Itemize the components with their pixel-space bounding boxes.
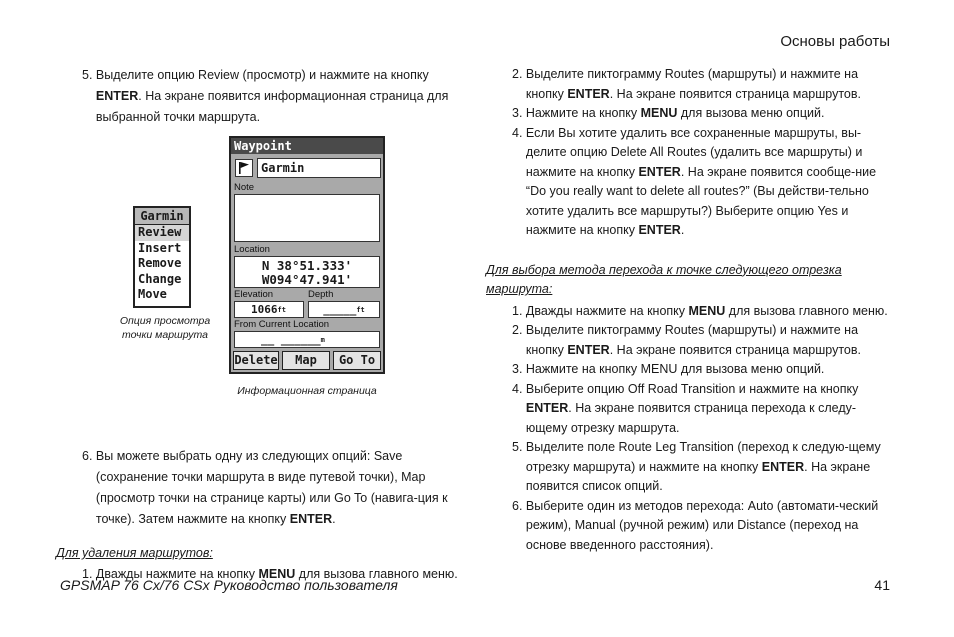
waypoint-screen (229, 136, 385, 374)
distance-label: From Current Location (234, 319, 330, 330)
page-number: 41 (874, 577, 890, 593)
left-column (56, 65, 462, 584)
figure-area (82, 134, 462, 426)
depth-unit: ft (356, 306, 365, 314)
transition-step-5 (512, 438, 894, 497)
menu-caption: Опция просмотра точки маршрута (119, 315, 211, 341)
step-text: Дважды нажмите на кнопку MENU для вызова главного меню. (95, 567, 458, 581)
longitude-value: W094°47.941' (261, 272, 353, 287)
elevation-unit: ft (277, 306, 286, 314)
step-text: Если Вы хотите удалить все сохраненные маршруты, вы-делите опцию Delete All Routes (удалить все маршруты) и нажмите на кнопку ENTER. На экране появится сообще-ние “Do you really want to delete all routes?” (Вы действи-тельно хотите удалить все маршруты?) Выберите опцию Yes и нажмите на кнопку ENTER. (525, 125, 877, 237)
waypoint-name-field[interactable]: Garmin (257, 158, 381, 178)
latitude-value: N 38°51.333' (261, 258, 353, 273)
step-text: Выделите пиктограмму Routes (маршруты) и нажмите на кнопку ENTER. На экране появится страница маршрутов. (525, 323, 861, 357)
menu-item-move[interactable]: Move (138, 287, 167, 302)
step-text: Выделите опцию Review (просмотр) и нажмите на кнопку ENTER. На экране появится информационная страница для выбранной точки маршрута. (95, 68, 449, 124)
location-field[interactable] (234, 256, 380, 288)
elevation-field[interactable]: $1066^{ft}$ (234, 301, 304, 318)
step-number: 4. (512, 381, 526, 396)
transition-step-1 (512, 302, 894, 322)
menu-item-change[interactable]: Change (138, 271, 182, 286)
step-number: 2. (512, 323, 526, 337)
go-to-button[interactable]: Go To (333, 351, 381, 370)
step-number: 5. (512, 440, 526, 454)
menu-title: Garmin (135, 208, 189, 225)
flag-icon[interactable] (235, 159, 253, 177)
step-text: Нажмите на кнопку MENU для вызова меню опций. (525, 362, 825, 376)
depth-field[interactable]: _____$^{ft}$ (308, 301, 380, 318)
menu-item-review[interactable]: Review (135, 225, 189, 241)
step-text: Выберите опцию Off Road Transition и нажмите на кнопку ENTER. На экране появится страница перехода к следу-ющему отрезку маршрута. (525, 381, 859, 435)
review-menu-screen (133, 206, 191, 308)
section-title: Основы работы (780, 33, 890, 50)
menu-item-remove[interactable]: Remove (138, 256, 182, 271)
delete-step-2 (512, 65, 894, 104)
menu-item-insert[interactable]: Insert (138, 240, 182, 255)
transition-step-2 (512, 321, 894, 360)
step-number: 5. (82, 68, 96, 82)
step-text: Вы можете выбрать одну из следующих опций: Save (сохранение точки маршрута в виде путевой точки), Map (просмотр точки на странице карты) или Go To (навига-ция к точке). Затем нажмите на кнопку ENTER. (95, 449, 448, 526)
distance-unit: m (320, 336, 325, 344)
step-number: 2. (512, 67, 526, 81)
depth-label: Depth (308, 289, 334, 300)
delete-routes-heading: Для удаления маршрутов: (56, 546, 213, 560)
distance-field: __ ______$^m$ (234, 331, 380, 348)
delete-step-3 (512, 104, 894, 124)
step-6 (82, 446, 462, 530)
step-number: 4. (512, 125, 526, 140)
step-number: 6. (82, 449, 96, 463)
step-text: Выделите пиктограмму Routes (маршруты) и нажмите на кнопку ENTER. На экране появится страница маршрутов. (525, 67, 861, 101)
step-number: 1. (512, 303, 526, 318)
delete-button[interactable]: Delete (233, 351, 279, 370)
step-number: 3. (512, 362, 526, 376)
waypoint-title: Waypoint (231, 138, 383, 154)
step-text: Выберите один из методов перехода: Auto (автомати-ческий режим), Manual (ручной режим) или Distance (переход на основе введенного расстояния). (525, 498, 879, 552)
step-number: 1. (82, 567, 96, 581)
step-number: 3. (512, 106, 526, 120)
step-text: Выделите поле Route Leg Transition (переход к следую-щему отрезку маршрута) и нажмите на кнопку ENTER. На экране появится список опций. (525, 440, 881, 493)
delete-step-4 (512, 124, 894, 241)
step-number: 6. (512, 498, 526, 513)
transition-step-3 (512, 360, 894, 380)
waypoint-caption: Информационная страница (237, 385, 377, 397)
transition-step-4 (512, 380, 894, 439)
right-column (486, 65, 894, 555)
manual-title: GPSMAP 76 Cx/76 CSx Руководство пользователя (60, 577, 398, 593)
step-text: Дважды нажмите на кнопку MENU для вызова главного меню. (525, 303, 888, 318)
map-button[interactable]: Map (282, 351, 330, 370)
step-text: Нажмите на кнопку MENU для вызова меню опций. (525, 106, 825, 120)
transition-step-6 (512, 497, 894, 556)
step-5 (82, 65, 462, 128)
transition-heading: Для выбора метода перехода к точке следующего отрезка маршрута: (486, 262, 842, 296)
note-label: Note (234, 182, 255, 193)
elevation-label: Elevation (234, 289, 274, 300)
note-field[interactable] (234, 194, 380, 242)
location-label: Location (234, 244, 270, 255)
